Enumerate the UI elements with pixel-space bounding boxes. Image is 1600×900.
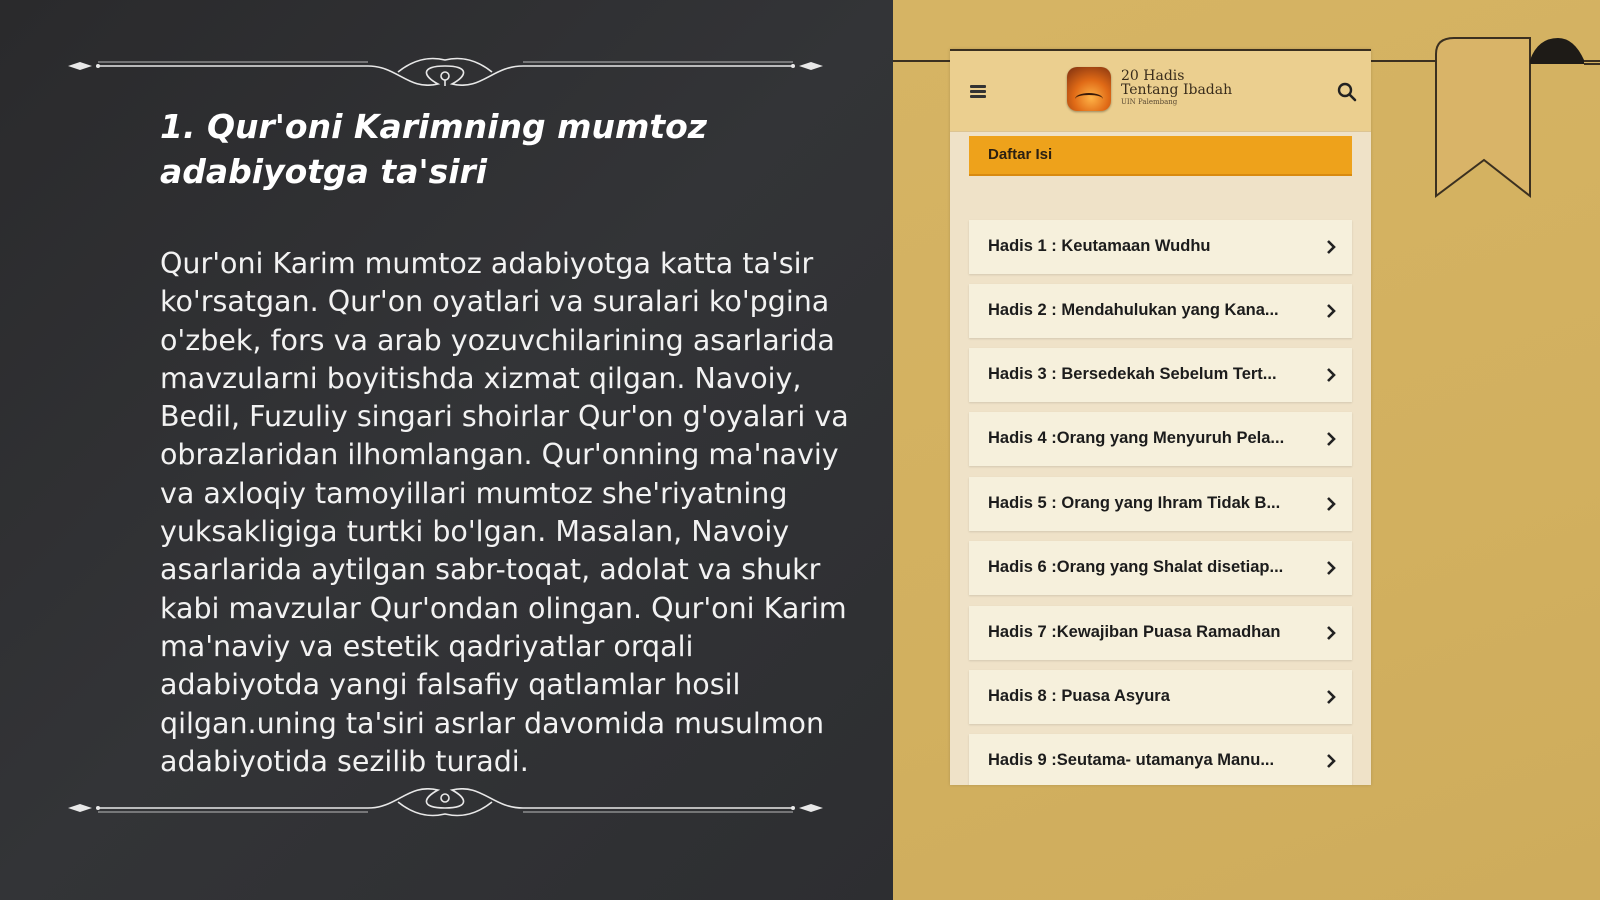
list-item-label: Hadis 3 : Bersedekah Sebelum Tert... <box>988 365 1277 383</box>
app-title-line3: UIN Palembang <box>1121 98 1178 106</box>
chevron-right-icon <box>1326 496 1336 512</box>
slide-body-text: Qur'oni Karim mumtoz adabiyotga katta ta'sir ko'rsatgan. Qur'on oyatlari va suralari ko'pgina o'zbek, fors va arab yozuvchilarining asarlarida mavzularni boyitishda xizmat qilgan. Navoiy, Bedil, Fuzuliy singari shoirlar Qur'on g'oyalari va obrazlaridan ilhomlangan. Qur'onning ma'naviy va axloqiy tamoyillari mumtoz she'riyatning yuksakligiga turtki bo'lgan. Masalan, Navoiy asarlarida aytilgan sabr-toqat, adolat va shukr kabi mavzular Qur'ondan olingan. Qur'oni Karim ma'naviy va estetik qadriyatlar orqali adabiyotda yangi falsafiy qatlamlar hosil qilgan.uning ta'siri asrlar davomida musulmon adabiyotida sezilib turadi. <box>160 247 849 778</box>
slide-title: 1. Qur'oni Karimning mumtoz adabiyotga ta'siri <box>160 107 708 191</box>
list-item-label: Hadis 4 :Orang yang Menyuruh Pela... <box>988 429 1285 447</box>
list-item-hadis-1[interactable] <box>969 220 1352 274</box>
top-ornament-divider <box>68 46 823 86</box>
list-item-hadis-5[interactable] <box>969 477 1352 531</box>
chevron-right-icon <box>1326 431 1336 447</box>
list-item-hadis-8[interactable] <box>969 670 1352 724</box>
list-item-hadis-6[interactable] <box>969 541 1352 595</box>
app-title-line1: 20 Hadis <box>1121 68 1185 84</box>
chevron-right-icon <box>1326 560 1336 576</box>
list-item-hadis-7[interactable] <box>969 606 1352 660</box>
list-item-label: Hadis 9 :Seutama- utamanya Manu... <box>988 751 1275 769</box>
list-item-label: Hadis 7 :Kewajiban Puasa Ramadhan <box>988 623 1281 641</box>
section-header-daftar-isi <box>969 136 1352 176</box>
app-title-line2: Tentang Ibadah <box>1121 82 1233 98</box>
chevron-right-icon <box>1326 239 1336 255</box>
app-bar <box>950 51 1371 132</box>
chevron-right-icon <box>1326 367 1336 383</box>
app-title <box>1121 69 1251 107</box>
list-item-label: Hadis 8 : Puasa Asyura <box>988 687 1170 705</box>
list-item-label: Hadis 1 : Keutamaan Wudhu <box>988 237 1211 255</box>
list-item-hadis-9[interactable] <box>969 734 1352 785</box>
decorative-line <box>1370 60 1440 62</box>
bottom-ornament-divider <box>68 788 823 828</box>
app-logo <box>1067 67 1111 111</box>
search-icon[interactable] <box>1336 81 1358 103</box>
decorative-line <box>893 60 951 62</box>
app-screenshot <box>950 49 1371 785</box>
section-header-label: Daftar Isi <box>988 146 1053 163</box>
list-item-label: Hadis 6 :Orang yang Shalat disetiap... <box>988 558 1284 576</box>
chevron-right-icon <box>1326 303 1336 319</box>
hamburger-menu-icon[interactable] <box>964 77 992 105</box>
list-item-hadis-3[interactable] <box>969 348 1352 402</box>
chevron-right-icon <box>1326 625 1336 641</box>
bookmark-ribbon-icon <box>1434 34 1600 204</box>
chevron-right-icon <box>1326 689 1336 705</box>
list-item-label: Hadis 2 : Mendahulukan yang Kana... <box>988 301 1279 319</box>
chevron-right-icon <box>1326 753 1336 769</box>
list-item-hadis-4[interactable] <box>969 412 1352 466</box>
list-item-label: Hadis 5 : Orang yang Ihram Tidak B... <box>988 494 1281 512</box>
list-item-hadis-2[interactable] <box>969 284 1352 338</box>
